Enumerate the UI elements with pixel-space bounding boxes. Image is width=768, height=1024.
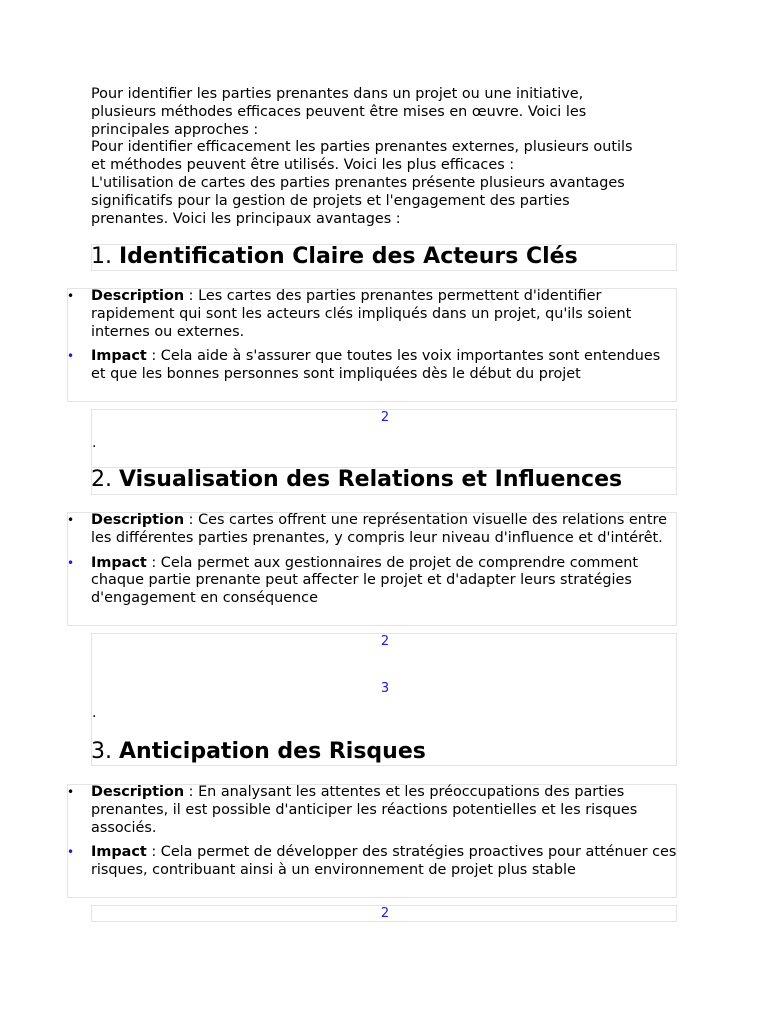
description-text: : Les cartes des parties prenantes permettent d'identifier rapidement qui sont les acteurs clés impliqués dans un projet, qu'ils soient internes ou externes.	[91, 288, 632, 340]
intro-line: significatifs pour la gestion de projets et l'engagement des parties	[91, 192, 570, 209]
section-3-list	[67, 784, 677, 887]
list-item-impact	[67, 555, 677, 608]
section-3-heading	[91, 739, 677, 765]
impact-text: : Cela aide à s'assurer que toutes les voix importantes sont entendues et que les bonnes personnes sont impliquées dès le début du projet	[91, 348, 661, 383]
section-2-title: Visualisation des Relations et Influences	[119, 467, 623, 492]
section-1-title: Identification Claire des Acteurs Clés	[119, 244, 578, 269]
section-2-number: 2.	[91, 467, 112, 492]
list-item-impact	[67, 348, 677, 384]
section-1-list	[67, 288, 677, 391]
page-ref-link[interactable]: 3	[380, 681, 390, 696]
section-3-number: 3.	[91, 739, 112, 764]
bullet-icon: •	[67, 349, 75, 364]
impact-label: Impact	[91, 554, 147, 571]
intro-line: prenantes. Voici les principaux avantages :	[91, 210, 401, 227]
page-ref-link[interactable]: 2	[380, 410, 390, 425]
section-3-footer-box	[91, 905, 677, 922]
intro-line: L'utilisation de cartes des parties prenantes présente plusieurs avantages	[91, 174, 625, 191]
description-label: Description	[91, 784, 185, 800]
description-text: : En analysant les attentes et les préoccupations des parties prenantes, il est possible d'anticiper les réactions potentielles et les risques associés.	[91, 784, 638, 836]
description-label: Description	[91, 512, 185, 528]
intro-line: Pour identifier les parties prenantes dans un projet ou une initiative,	[91, 86, 584, 102]
intro-line: principales approches :	[91, 121, 259, 138]
bullet-icon: •	[67, 845, 75, 860]
intro-line: Pour identifier efficacement les parties prenantes externes, plusieurs outils	[91, 139, 633, 156]
intro-line: plusieurs méthodes efficaces peuvent être mises en œuvre. Voici les	[91, 103, 587, 120]
separator-dot: .	[92, 705, 97, 721]
intro-paragraph	[91, 86, 681, 228]
page-ref-link[interactable]: 2	[380, 906, 390, 921]
impact-text: : Cela permet de développer des stratégies proactives pour atténuer ces risques, contribuant ainsi à un environnement de projet plus stable	[91, 844, 677, 879]
bullet-icon: •	[67, 289, 75, 303]
section-2-heading	[91, 467, 677, 493]
page-ref-link[interactable]: 2	[380, 634, 390, 649]
section-2-list	[67, 512, 677, 615]
description-text: : Ces cartes offrent une représentation visuelle des relations entre les différentes parties prenantes, y compris leur niveau d'influence et d'intérêt.	[91, 512, 668, 546]
list-item-description	[67, 288, 677, 341]
list-item-description	[67, 784, 677, 837]
impact-text: : Cela permet aux gestionnaires de projet de comprendre comment chaque partie prenante peut affecter le projet et d'adapter leurs stratégies d'engagement en conséquence	[91, 554, 639, 607]
section-1-number: 1.	[91, 244, 112, 269]
impact-label: Impact	[91, 844, 147, 861]
description-label: Description	[91, 288, 185, 304]
bullet-icon: •	[67, 513, 75, 527]
section-3-title: Anticipation des Risques	[119, 739, 426, 764]
separator-dot: .	[92, 435, 97, 451]
bullet-icon: •	[67, 555, 75, 570]
bullet-icon: •	[67, 785, 75, 799]
section-1-heading	[91, 244, 677, 270]
intro-line: et méthodes peuvent être utilisés. Voici les plus efficaces :	[91, 157, 515, 174]
impact-label: Impact	[91, 348, 147, 365]
list-item-description	[67, 512, 677, 548]
list-item-impact	[67, 844, 677, 880]
